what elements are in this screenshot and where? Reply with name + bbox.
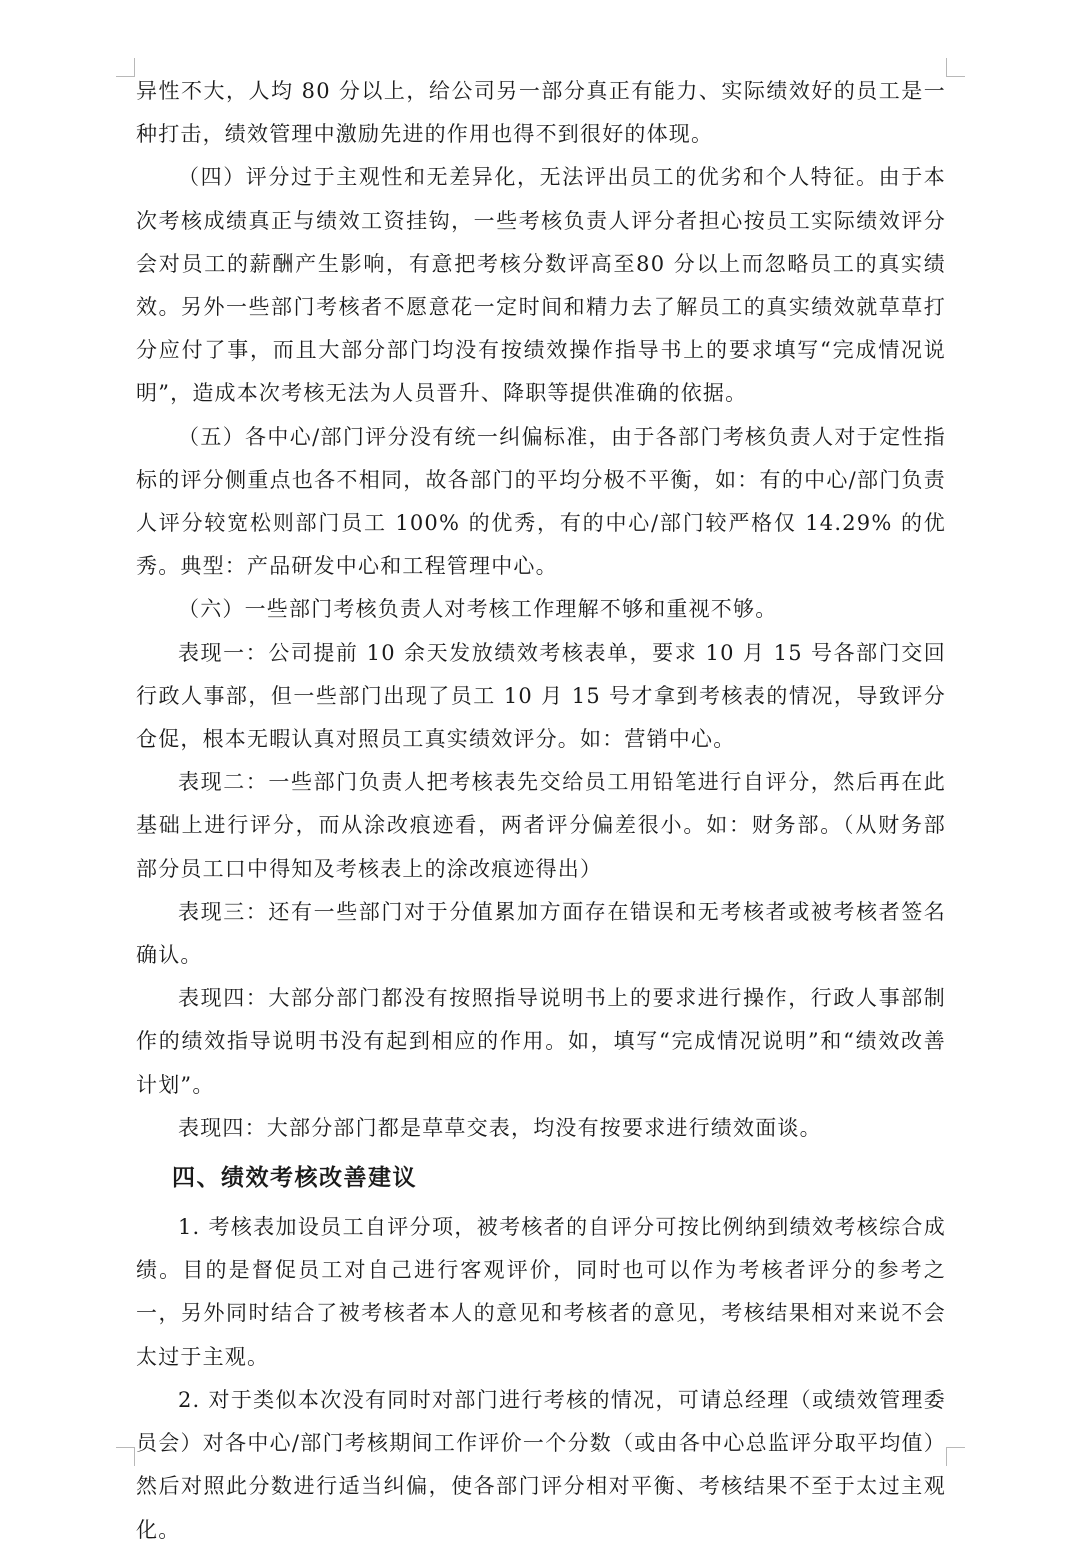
- paragraph-continuation: 异性不大，人均 80 分以上，给公司另一部分真正有能力、实际绩效好的员工是一种打击，绩效管理中激励先进的作用也得不到很好的体现。: [136, 79, 946, 147]
- paragraph-item-4: （四）评分过于主观性和无差异化，无法评出员工的优劣和个人特征。由于本次考核成绩真正与绩效工资挂钩，一些考核负责人评分者担心按员工实际绩效评分会对员工的薪酬产生影响，有意把考核分数评高至80 分以上而忽略员工的真实绩效。另外一些部门考核者不愿意花一定时间和精力去了解员工的真实绩效就草草打分应付了事，而且大部分部门均没有按绩效操作指导书上的要求填写“完成情况说明”，造成本次考核无法为人员晋升、降职等提供准确的依据。: [136, 165, 946, 406]
- crop-mark-bottom-left: [116, 1447, 135, 1466]
- paragraph-item-5: （五）各中心/部门评分没有统一纠偏标准，由于各部门考核负责人对于定性指标的评分侧重点也各不相同，故各部门的平均分极不平衡，如：有的中心/部门负责人评分较宽松则部门员工 100% 的优秀，有的中心/部门较严格仅 14.29% 的优秀。典型：产品研发中心和工程管理中心。: [136, 424, 946, 579]
- crop-mark-top-right: [946, 58, 965, 77]
- paragraph-suggestion-2: 2. 对于类似本次没有同时对部门进行考核的情况，可请总经理（或绩效管理委员会）对各中心/部门考核期间工作评价一个分数（或由各中心总监评分取平均值）然后对照此分数进行适当纠偏，使各部门评分相对平衡、考核结果不至于太过主观化。: [136, 1387, 946, 1542]
- paragraph-manifestation-4a: 表现四：大部分部门都没有按照指导说明书上的要求进行操作，行政人事部制作的绩效指导说明书没有起到相应的作用。如，填写“完成情况说明”和“绩效改善计划”。: [136, 986, 946, 1097]
- paragraph-suggestion-1: 1. 考核表加设员工自评分项，被考核者的自评分可按比例纳到绩效考核综合成绩。目的是督促员工对自己进行客观评价，同时也可以作为考核者评分的参考之一，另外同时结合了被考核者本人的意见和考核者的意见，考核结果相对来说不会太过于主观。: [136, 1215, 946, 1369]
- paragraph-manifestation-1: 表现一：公司提前 10 余天发放绩效考核表单，要求 10 月 15 号各部门交回行政人事部，但一些部门出现了员工 10 月 15 号才拿到考核表的情况，导致评分仓促，根本无暇认真对照员工真实绩效评分。如：营销中心。: [136, 640, 946, 752]
- section-heading: 四、绩效考核改善建议: [172, 1164, 417, 1192]
- paragraph-item-6: （六）一些部门考核负责人对考核工作理解不够和重视不够。: [178, 597, 778, 622]
- document-body: [136, 70, 946, 1554]
- paragraph-manifestation-3: 表现三：还有一些部门对于分值累加方面存在错误和无考核者或被考核者签名确认。: [136, 899, 946, 968]
- crop-mark-top-left: [116, 58, 135, 77]
- crop-mark-bottom-right: [946, 1447, 965, 1466]
- paragraph-manifestation-4b: 表现四：大部分部门都是草草交表，均没有按要求进行绩效面谈。: [178, 1115, 822, 1140]
- paragraph-manifestation-2: 表现二：一些部门负责人把考核表先交给员工用铅笔进行自评分，然后再在此基础上进行评分，而从涂改痕迹看，两者评分偏差很小。如：财务部。（从财务部部分员工口中得知及考核表上的涂改痕迹得出）: [136, 770, 946, 881]
